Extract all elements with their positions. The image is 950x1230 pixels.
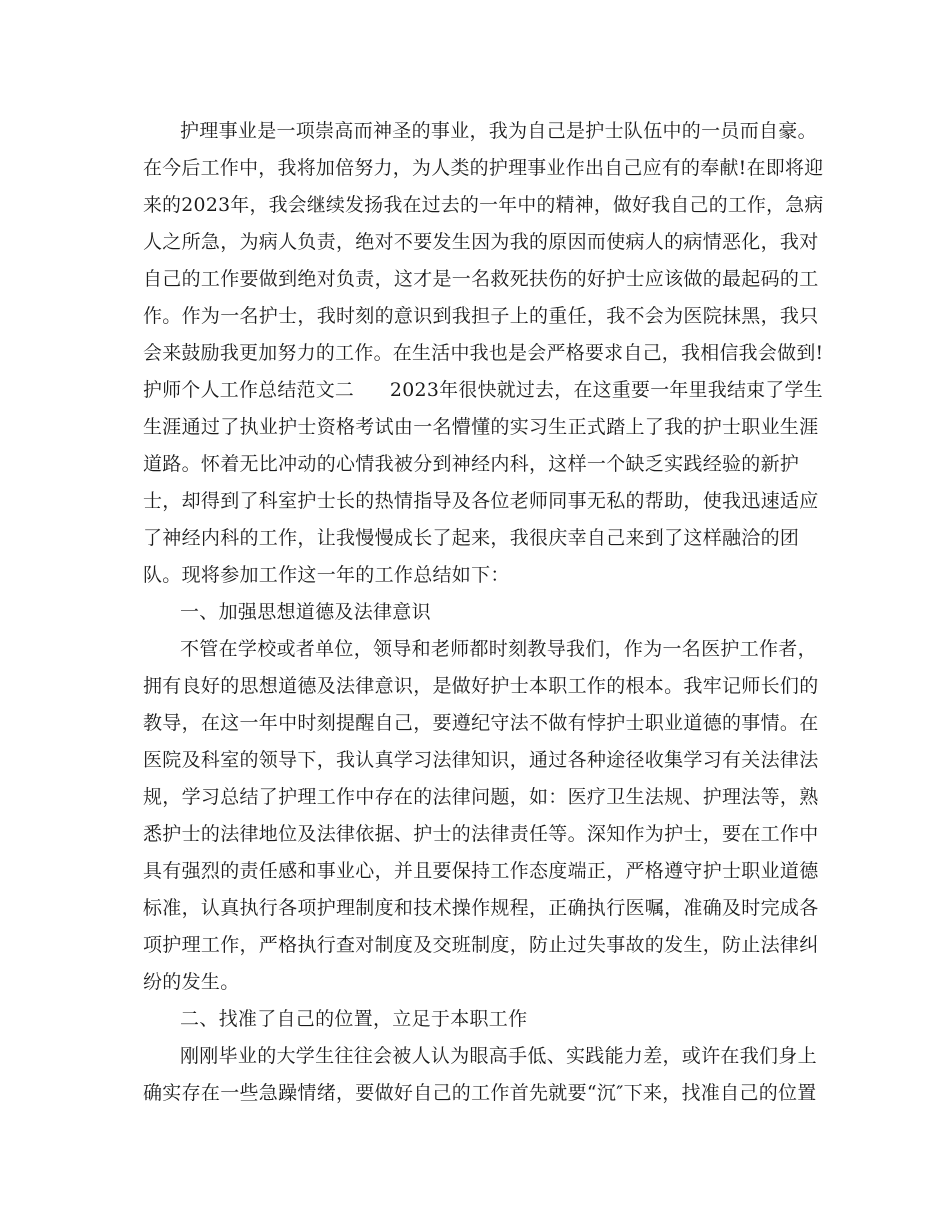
paragraph-line: 作。作为一名护士，我时刻的意识到我担子上的重任，我不会为医院抹黑，我只 (143, 305, 819, 327)
paragraph-line: 确实存在一些急躁情绪，要做好自己的工作首先就要“沉″下来，找准自己的位置 (143, 1082, 817, 1104)
paragraph-line: 自己的工作要做到绝对负责，这才是一名救死扶伤的好护士应该做的最起码的工 (143, 268, 819, 290)
paragraph-text: 2023年很快就过去，在这重要一年里我结束了学生 (389, 379, 823, 401)
paragraph-line: 纷的发生。 (143, 971, 240, 993)
paragraph-line: 会来鼓励我更加努力的工作。在生活中我也是会严格要求自己，我相信我会做到! (143, 342, 824, 364)
paragraph-line-with-title (143, 377, 823, 403)
paragraph-line: 护理事业是一项崇高而神圣的事业，我为自己是护士队伍中的一员而自豪。 (180, 120, 817, 142)
paragraph-line: 来的2023年，我会继续发扬我在过去的一年中的精神，做好我自己的工作，急病 (143, 194, 824, 216)
paragraph-line: 在今后工作中，我将加倍努力，为人类的护理事业作出自己应有的奉献!在即将迎 (143, 157, 824, 179)
paragraph-line: 标准，认真执行各项护理制度和技术操作规程，正确执行医嘱，准确及时完成各 (143, 897, 819, 919)
paragraph-line: 了神经内科的工作，让我慢慢成长了起来，我很庆幸自己来到了这样融洽的团 (143, 527, 800, 549)
paragraph-line: 士，却得到了科室护士长的热情指导及各位老师同事无私的帮助，使我迅速适应 (143, 490, 819, 512)
paragraph-line: 生涯通过了执业护士资格考试由一名懵懂的实习生正式踏上了我的护士职业生涯 (143, 416, 819, 438)
section-heading: 二、找准了自己的位置，立足于本职工作 (180, 1008, 528, 1030)
paragraph-line: 规，学习总结了护理工作中存在的法律问题，如：医疗卫生法规、护理法等，熟 (143, 786, 819, 808)
section-heading: 一、加强思想道德及法律意识 (180, 601, 431, 623)
paragraph-line: 医院及科室的领导下，我认真学习法律知识，通过各种途径收集学习有关法律法 (143, 749, 819, 771)
paragraph-line: 道路。怀着无比冲动的心情我被分到神经内科，这样一个缺乏实践经验的新护 (143, 453, 800, 475)
section-title: 护师个人工作总结范文二 (143, 379, 355, 401)
paragraph-line: 教导，在这一年中时刻提醒自己，要遵纪守法不做有悖护士职业道德的事情。在 (143, 712, 819, 734)
paragraph-line: 队。现将参加工作这一年的工作总结如下： (143, 564, 510, 586)
paragraph-line: 人之所急，为病人负责，绝对不要发生因为我的原因而使病人的病情恶化，我对 (143, 231, 819, 253)
paragraph-line: 项护理工作，严格执行查对制度及交班制度，防止过失事故的发生，防止法律纠 (143, 934, 819, 956)
paragraph-line: 具有强烈的责任感和事业心，并且要保持工作态度端正，严格遵守护士职业道德 (143, 860, 819, 882)
paragraph-line: 拥有良好的思想道德及法律意识，是做好护士本职工作的根本。我牢记师长们的 (143, 675, 819, 697)
paragraph-line: 刚刚毕业的大学生往往会被人认为眼高手低、实践能力差，或许在我们身上 (180, 1045, 817, 1067)
paragraph-line: 悉护士的法律地位及法律依据、护士的法律责任等。深知作为护士，要在工作中 (143, 823, 819, 845)
paragraph-line: 不管在学校或者单位，领导和老师都时刻教导我们，作为一名医护工作者， (180, 638, 817, 660)
